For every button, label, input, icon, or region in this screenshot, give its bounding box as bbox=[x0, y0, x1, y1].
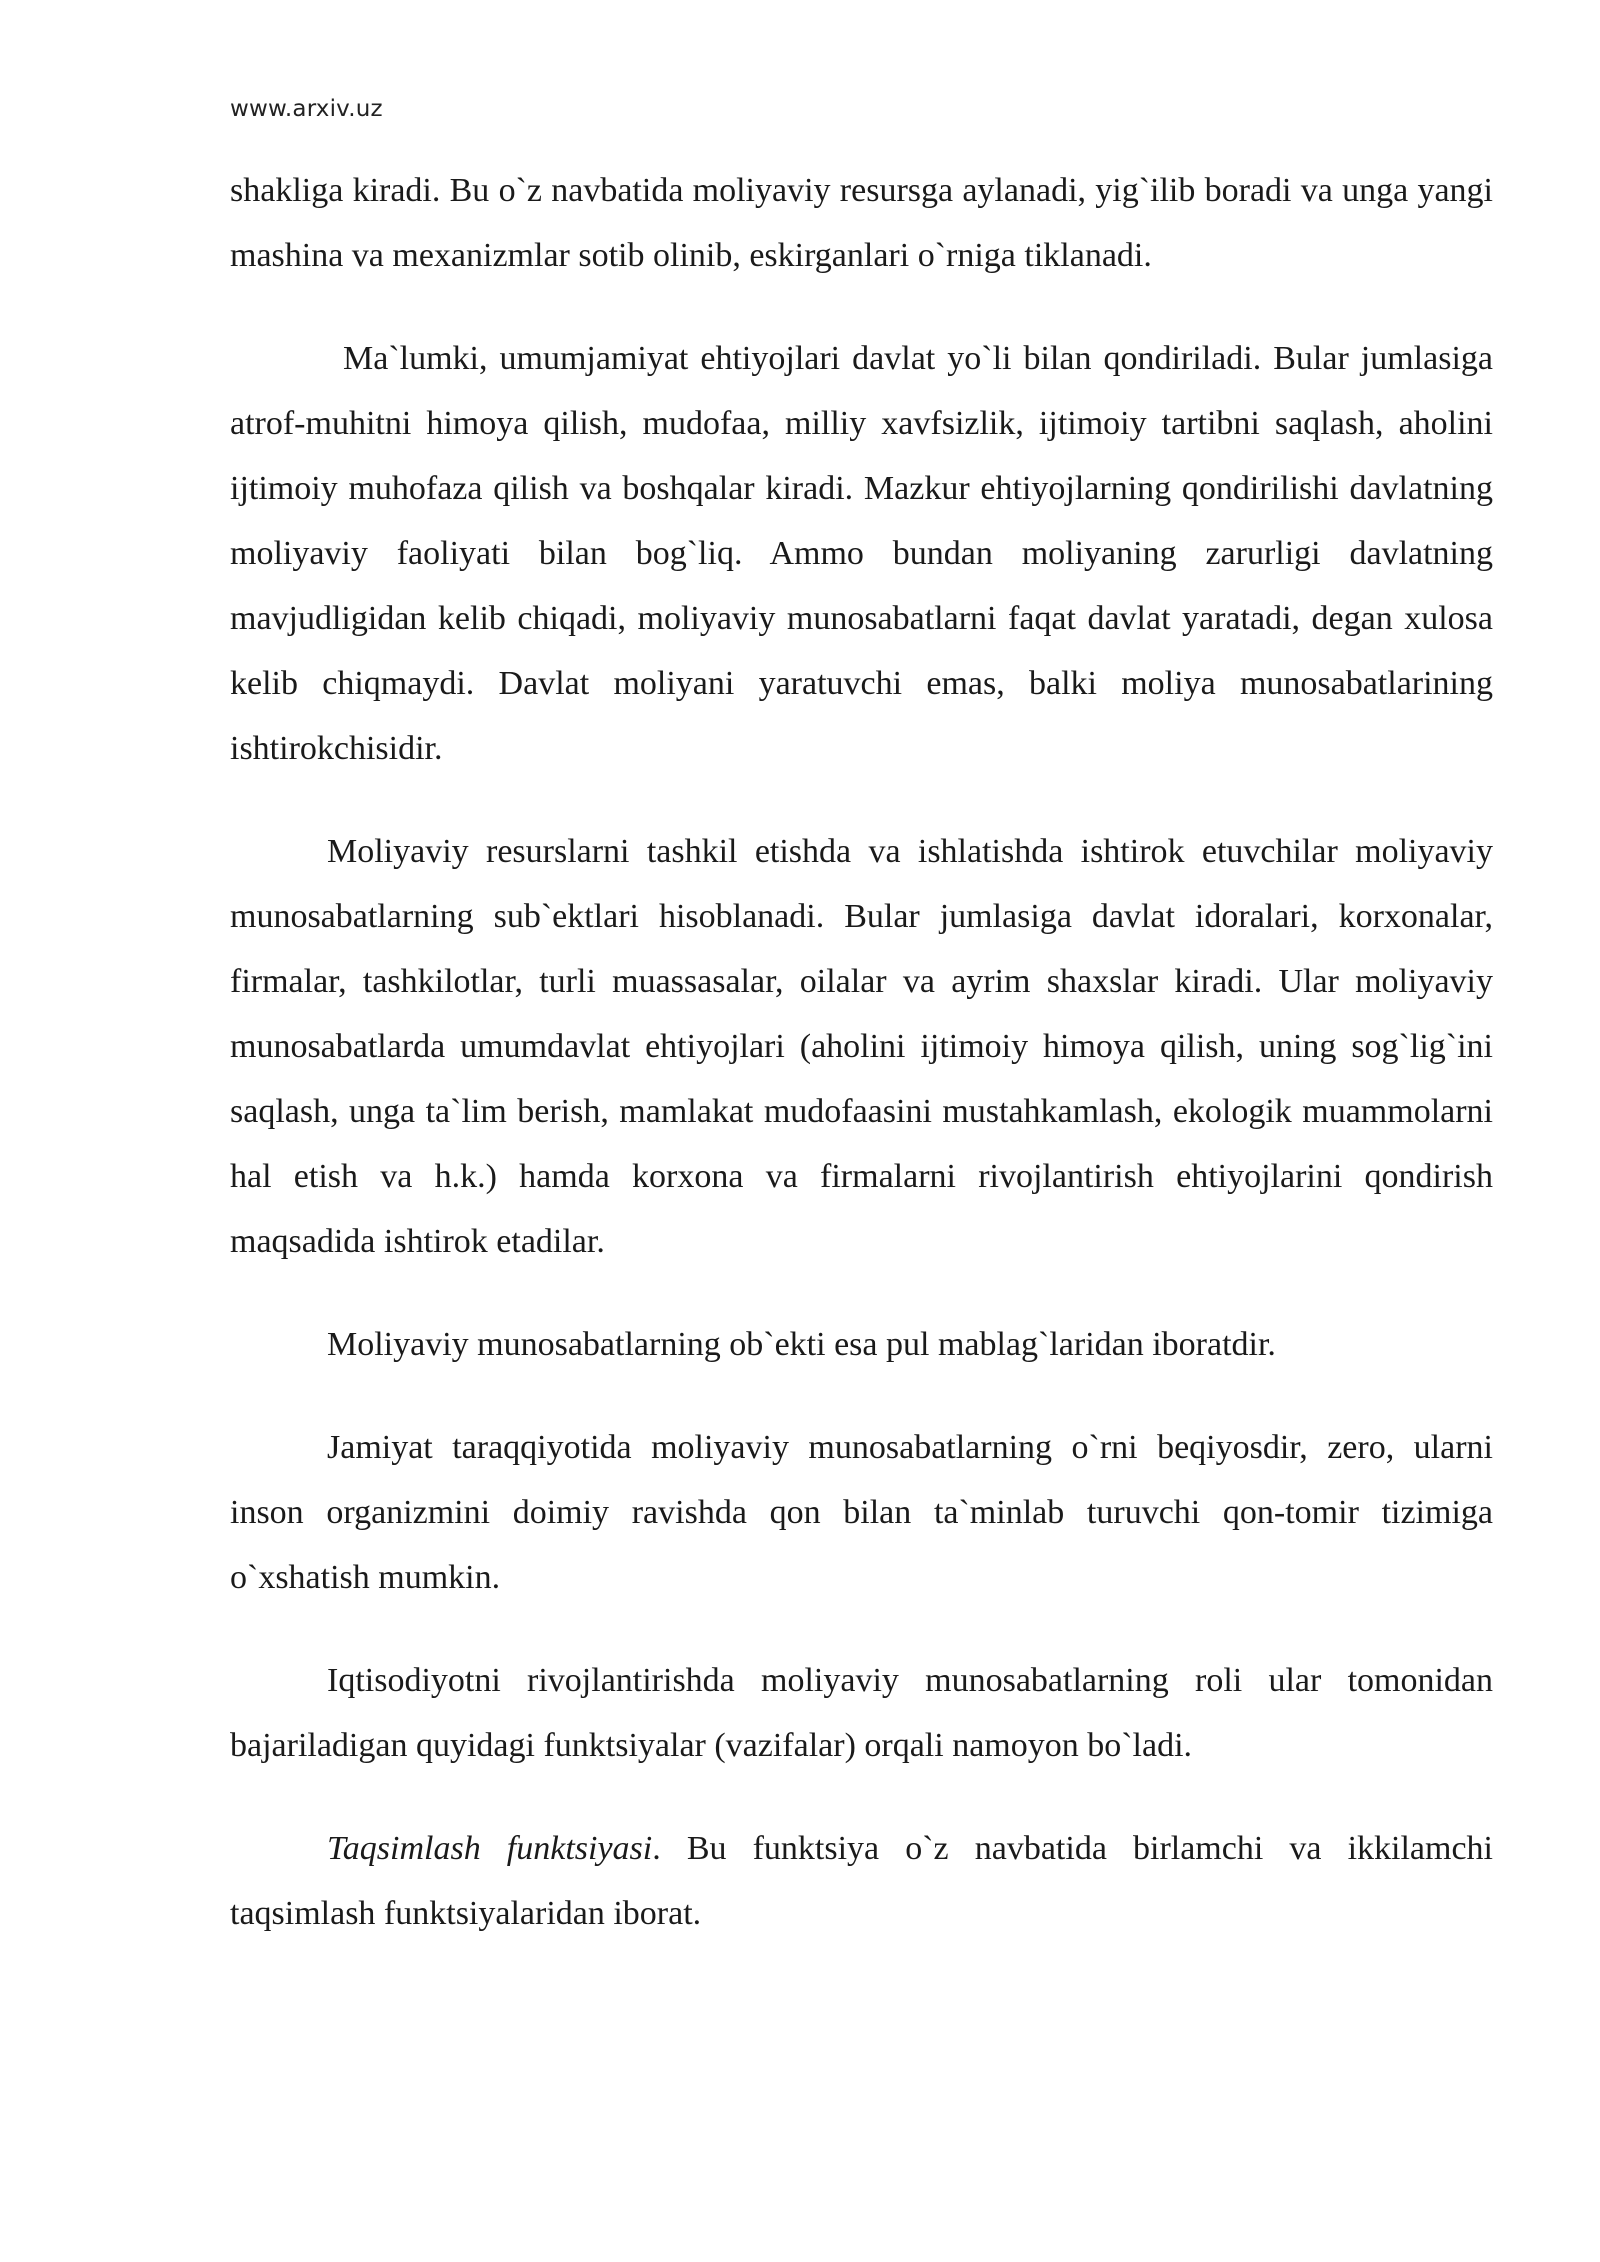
document-body bbox=[230, 158, 1493, 1946]
paragraph-2: Ma`lumki, umumjamiyat ehtiyojlari davlat yo`li bilan qondiriladi. Bular jumlasiga atrof-muhitni himoya qilish, mudofaa, milliy xavfsizlik, ijtimoiy tartibni saqlash, aholini ijtimoiy muhofaza qilish va boshqalar kiradi. Mazkur ehtiyojlarning qondirilishi davlatning moliyaviy faoliyati bilan bog`liq. Ammo bundan moliyaning zarurligi davlatning mavjudligidan kelib chiqadi, moliyaviy munosabatlarni faqat davlat yaratadi, degan xulosa kelib chiqmaydi. Davlat moliyani yaratuvchi emas, balki moliya munosabatlarining ishtirokchisidir. bbox=[230, 340, 1493, 767]
paragraph-4: Moliyaviy munosabatlarning ob`ekti esa pul mablag`laridan iboratdir. bbox=[327, 1326, 1276, 1363]
header-url: www.arxiv.uz bbox=[230, 96, 383, 122]
paragraph-1: shakliga kiradi. Bu o`z navbatida moliyaviy resursga aylanadi, yig`ilib boradi va unga yangi mashina va mexanizmlar sotib olinib, eskirganlari o`rniga tiklanadi. bbox=[230, 172, 1493, 274]
paragraph-7-text: . Bu funktsiya o`z navbatida birlamchi va ikkilamchi taqsimlash funktsiyalaridan iborat. bbox=[230, 1830, 1493, 1932]
section-term-heading: Taqsimlash funktsiyasi bbox=[327, 1830, 653, 1867]
paragraph-5: Jamiyat taraqqiyotida moliyaviy munosabatlarning o`rni beqiyosdir, zero, ularni inson organizmini doimiy ravishda qon bilan ta`minlab turuvchi qon-tomir tizimiga o`xshatish mumkin. bbox=[230, 1429, 1493, 1596]
paragraph-6: Iqtisodiyotni rivojlantirishda moliyaviy munosabatlarning roli ular tomonidan bajariladigan quyidagi funktsiyalar (vazifalar) orqali namoyon bo`ladi. bbox=[230, 1662, 1493, 1764]
paragraph-3: Moliyaviy resurslarni tashkil etishda va ishlatishda ishtirok etuvchilar moliyaviy munosabatlarning sub`ektlari hisoblanadi. Bular jumlasiga davlat idoralari, korxonalar, firmalar, tashkilotlar, turli muassasalar, oilalar va ayrim shaxslar kiradi. Ular moliyaviy munosabatlarda umumdavlat ehtiyojlari (aholini ijtimoiy himoya qilish, uning sog`lig`ini saqlash, unga ta`lim berish, mamlakat mudofaasini mustahkamlash, ekologik muammolarni hal etish va h.k.) hamda korxona va firmalarni rivojlantirish ehtiyojlarini qondirish maqsadida ishtirok etadilar. bbox=[230, 833, 1493, 1260]
paragraph-7 bbox=[230, 1816, 1493, 1946]
